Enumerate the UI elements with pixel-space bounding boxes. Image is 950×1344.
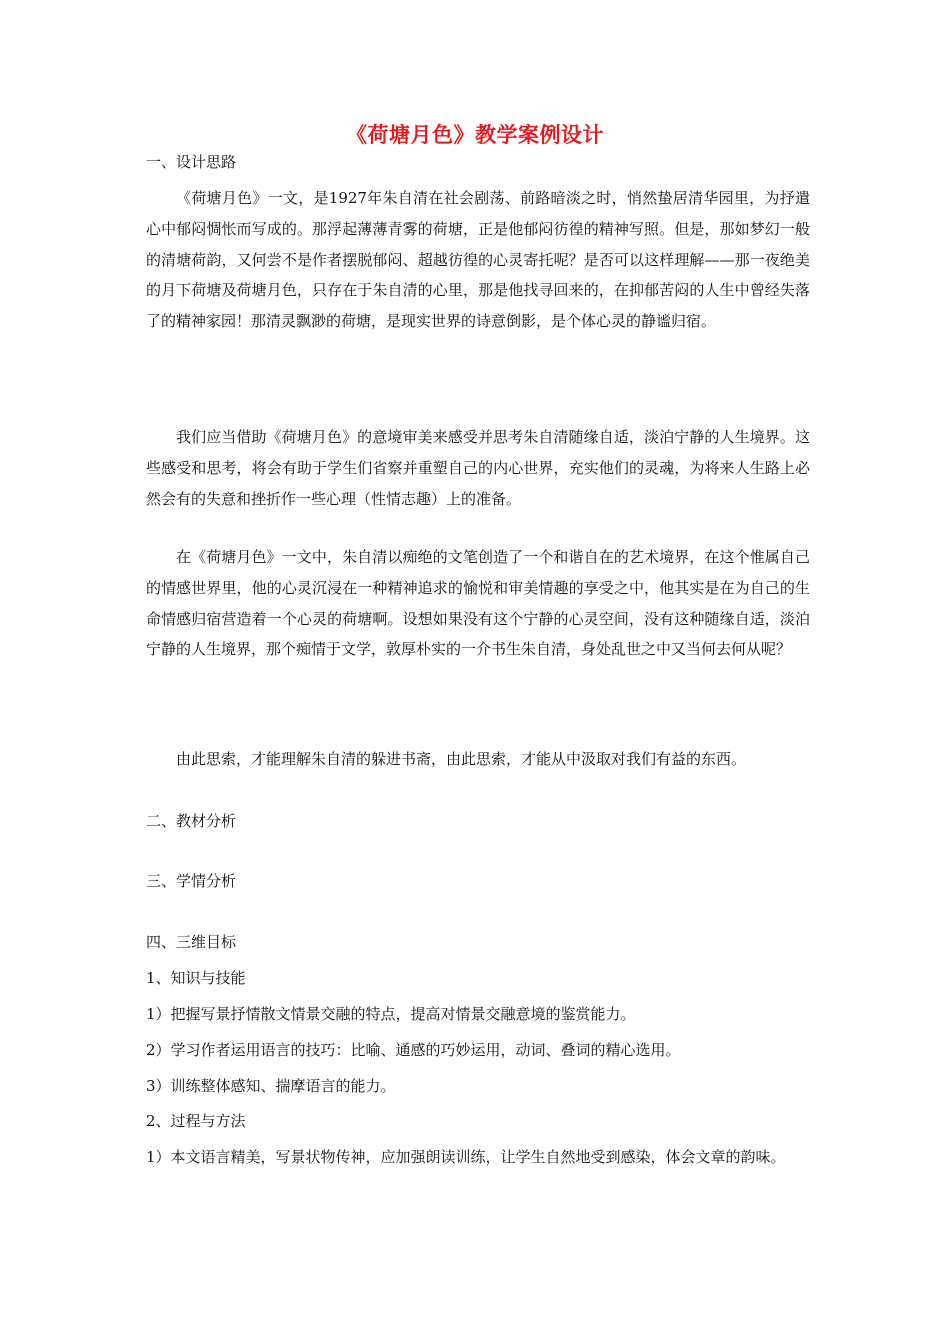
goal-heading-knowledge-skills: 1、知识与技能 (146, 969, 246, 987)
paragraph-1: 《荷塘月色》一文，是1927年朱自清在社会剧荡、前路暗淡之时，悄然蛰居清华园里，为抒遣心中郁闷惆怅而写成的。那浮起薄薄青雾的荷塘，正是他郁闷彷徨的精神写照。但是，那如梦幻一般的清塘荷韵，又何尝不是作者摆脱郁闷、超越彷徨的心灵寄托呢？是否可以这样理解——那一夜绝美的月下荷塘及荷塘月色，只存在于朱自清的心里，那是他找寻回来的，在抑郁苦闷的人生中曾经失落了的精神家园！那清灵飘渺的荷塘，是现实世界的诗意倒影，是个体心灵的静谧归宿。 (146, 189, 810, 331)
section-heading-student-analysis: 三、学情分析 (146, 872, 237, 890)
paragraph-4: 由此思索，才能理解朱自清的躲进书斋，由此思索，才能从中汲取对我们有益的东西。 (176, 750, 747, 768)
process-item-1: 1）本文语言精美，写景状物传神，应加强朗读训练，让学生自然地受到感染，体会文章的韵味。 (146, 1148, 786, 1166)
goal-item-2: 2）学习作者运用语言的技巧：比喻、通感的巧妙运用，动词、叠词的精心选用。 (146, 1041, 681, 1059)
paragraph-2: 我们应当借助《荷塘月色》的意境审美来感受并思考朱自清随缘自适，淡泊宁静的人生境界。这些感受和思考，将会有助于学生们省察并重塑自己的内心世界，充实他们的灵魂，为将来人生路上必然会有的失意和挫折作一些心理（性情志趣）上的准备。 (146, 428, 810, 508)
section-heading-design-idea: 一、设计思路 (146, 153, 237, 171)
paragraph-3: 在《荷塘月色》一文中，朱自清以痴绝的文笔创造了一个和谐自在的艺术境界，在这个惟属自己的情感世界里，他的心灵沉浸在一种精神追求的愉悦和审美情趣的享受之中，他其实是在为自己的生命情感归宿营造着一个心灵的荷塘啊。设想如果没有这个宁静的心灵空间，没有这种随缘自适，淡泊宁静的人生境界，那个痴情于文学，敦厚朴实的一介书生朱自清，身处乱世之中又当何去何从呢？ (146, 548, 810, 659)
goal-item-1: 1）把握写景抒情散文情景交融的特点，提高对情景交融意境的鉴赏能力。 (146, 1005, 636, 1023)
section-heading-textbook-analysis: 二、教材分析 (146, 812, 237, 830)
goal-heading-process-method: 2、过程与方法 (146, 1112, 246, 1130)
goal-item-3: 3）训练整体感知、揣摩语言的能力。 (146, 1077, 396, 1095)
document-title: 《荷塘月色》教学案例设计 (346, 122, 604, 147)
section-heading-three-dimensional-goals: 四、三维目标 (146, 933, 237, 951)
